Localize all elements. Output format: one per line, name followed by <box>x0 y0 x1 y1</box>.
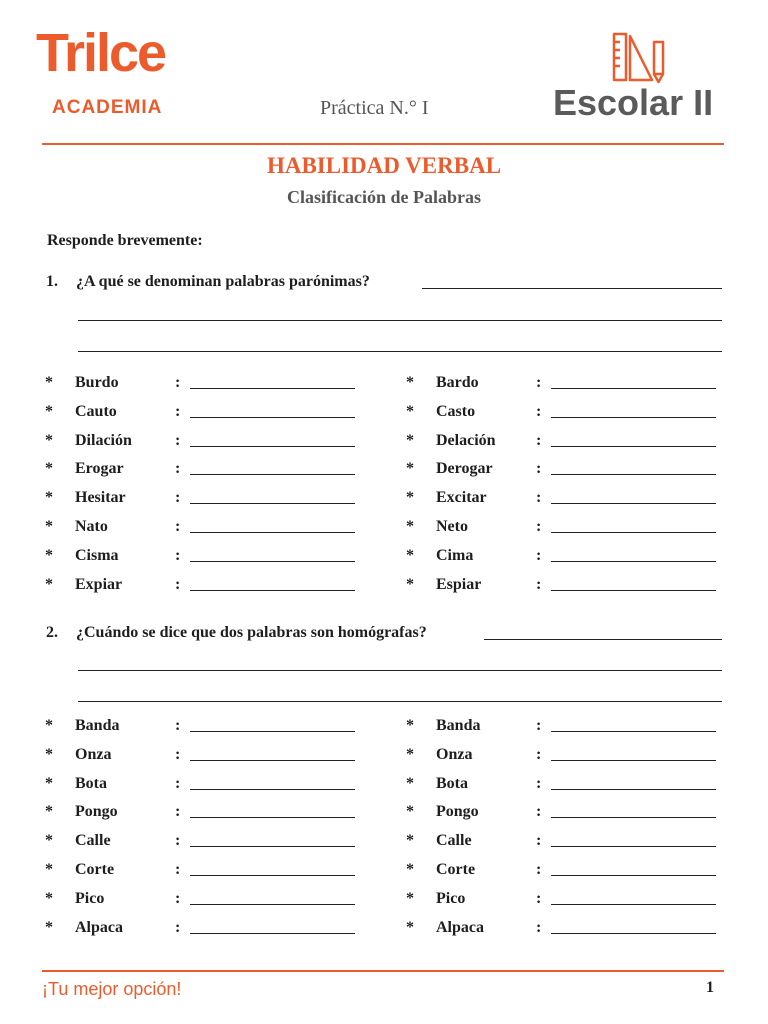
separator: : <box>175 803 181 821</box>
word-label: Erogar <box>75 460 124 478</box>
word-label: Dilación <box>75 431 132 449</box>
asterisk-marker: * <box>406 745 414 763</box>
meaning-blank[interactable] <box>551 846 716 847</box>
asterisk-marker: * <box>45 861 53 878</box>
meaning-blank[interactable] <box>190 417 355 418</box>
word-row <box>406 860 726 880</box>
separator: : <box>175 575 181 593</box>
asterisk-marker: * <box>45 803 53 821</box>
word-row <box>406 774 726 794</box>
separator: : <box>175 918 181 936</box>
word-label: Corte <box>75 861 115 878</box>
asterisk-marker: * <box>406 774 414 792</box>
instruction-text: Responde brevemente: <box>47 232 203 249</box>
meaning-blank[interactable] <box>190 760 355 761</box>
word-label: Bota <box>436 774 468 792</box>
meaning-blank[interactable] <box>190 561 355 562</box>
asterisk-marker: * <box>45 460 53 478</box>
word-label: Bardo <box>436 374 479 391</box>
footer-divider <box>42 970 724 972</box>
word-row <box>406 488 726 508</box>
word-row <box>406 546 726 566</box>
separator: : <box>536 518 542 535</box>
word-row <box>406 745 726 765</box>
separator: : <box>175 374 181 391</box>
practice-number: Práctica N.° I <box>320 97 429 119</box>
meaning-blank[interactable] <box>190 731 355 732</box>
word-label: Nato <box>75 518 108 535</box>
footer-slogan: ¡Tu mejor opción! <box>42 979 182 999</box>
meaning-blank[interactable] <box>551 532 716 533</box>
meaning-blank[interactable] <box>190 933 355 934</box>
separator: : <box>536 717 542 734</box>
header-divider <box>42 143 724 145</box>
meaning-blank[interactable] <box>190 846 355 847</box>
meaning-blank[interactable] <box>551 503 716 504</box>
word-row <box>406 517 726 537</box>
word-row <box>45 745 365 765</box>
word-label: Hesitar <box>75 489 126 507</box>
word-row <box>406 431 726 451</box>
word-label: Onza <box>75 745 112 763</box>
meaning-blank[interactable] <box>190 590 355 591</box>
answer-line[interactable] <box>78 320 722 321</box>
word-label: Calle <box>436 832 472 850</box>
asterisk-marker: * <box>45 918 53 936</box>
word-row <box>45 488 365 508</box>
separator: : <box>536 431 542 449</box>
meaning-blank[interactable] <box>190 503 355 504</box>
word-label: Cisma <box>75 546 119 564</box>
word-label: Bota <box>75 774 107 792</box>
asterisk-marker: * <box>406 803 414 821</box>
word-label: Alpaca <box>75 918 123 936</box>
separator: : <box>175 402 181 420</box>
separator: : <box>175 717 181 734</box>
separator: : <box>536 402 542 420</box>
asterisk-marker: * <box>406 575 414 593</box>
meaning-blank[interactable] <box>551 904 716 905</box>
asterisk-marker: * <box>45 745 53 763</box>
answer-line[interactable] <box>78 670 722 671</box>
asterisk-marker: * <box>406 889 414 907</box>
word-row <box>406 918 726 938</box>
word-row <box>406 459 726 479</box>
asterisk-marker: * <box>406 518 414 535</box>
separator: : <box>175 431 181 449</box>
separator: : <box>536 774 542 792</box>
word-row <box>45 802 365 822</box>
word-row <box>406 402 726 422</box>
asterisk-marker: * <box>45 774 53 792</box>
word-label: Cima <box>436 546 474 564</box>
word-row <box>45 402 365 422</box>
answer-line[interactable] <box>78 701 722 702</box>
separator: : <box>175 889 181 907</box>
question-text: ¿A qué se denominan palabras parónimas? <box>76 273 370 290</box>
separator: : <box>175 861 181 878</box>
page-title: HABILIDAD VERBAL <box>266 153 502 178</box>
word-row <box>45 575 365 595</box>
meaning-blank[interactable] <box>190 904 355 905</box>
word-row <box>45 774 365 794</box>
separator: : <box>536 489 542 507</box>
meaning-blank[interactable] <box>551 561 716 562</box>
word-label: Cauto <box>75 402 117 420</box>
separator: : <box>175 460 181 478</box>
meaning-blank[interactable] <box>551 789 716 790</box>
meaning-blank[interactable] <box>551 760 716 761</box>
meaning-blank[interactable] <box>551 474 716 475</box>
word-label: Alpaca <box>436 918 484 936</box>
word-row <box>45 860 365 880</box>
word-label: Espiar <box>436 575 482 593</box>
word-row <box>45 373 365 393</box>
word-row <box>45 546 365 566</box>
separator: : <box>536 861 542 878</box>
meaning-blank[interactable] <box>551 446 716 447</box>
brand-logo: Trilce <box>36 23 166 83</box>
level-title: Escolar II <box>553 82 714 123</box>
asterisk-marker: * <box>45 374 53 391</box>
word-label: Onza <box>436 745 473 763</box>
meaning-blank[interactable] <box>551 933 716 934</box>
asterisk-marker: * <box>45 489 53 507</box>
asterisk-marker: * <box>45 518 53 535</box>
word-label: Derogar <box>436 460 493 478</box>
word-label: Pongo <box>436 803 479 821</box>
word-row <box>45 716 365 736</box>
brand-subtitle: ACADEMIA <box>52 97 163 118</box>
separator: : <box>175 745 181 763</box>
answer-line[interactable] <box>484 639 722 640</box>
separator: : <box>536 832 542 850</box>
asterisk-marker: * <box>406 717 414 734</box>
word-label: Pongo <box>75 803 118 821</box>
separator: : <box>536 803 542 821</box>
separator: : <box>175 518 181 535</box>
word-row <box>406 889 726 909</box>
answer-line[interactable] <box>422 288 722 289</box>
meaning-blank[interactable] <box>190 474 355 475</box>
separator: : <box>536 460 542 478</box>
word-row <box>45 459 365 479</box>
word-row <box>45 889 365 909</box>
word-label: Burdo <box>75 374 119 391</box>
word-label: Calle <box>75 832 111 850</box>
asterisk-marker: * <box>45 546 53 564</box>
word-label: Expiar <box>75 575 123 593</box>
separator: : <box>175 832 181 850</box>
word-label: Delación <box>436 431 496 449</box>
page-number: 1 <box>706 979 714 996</box>
word-label: Pico <box>436 889 466 907</box>
asterisk-marker: * <box>406 861 414 878</box>
question-number: 2. <box>46 624 58 641</box>
page-subtitle: Clasificación de Palabras <box>287 187 481 207</box>
asterisk-marker: * <box>45 431 53 449</box>
meaning-blank[interactable] <box>190 789 355 790</box>
word-label: Casto <box>436 402 476 420</box>
asterisk-marker: * <box>45 889 53 907</box>
separator: : <box>536 546 542 564</box>
word-label: Excitar <box>436 489 487 507</box>
meaning-blank[interactable] <box>551 590 716 591</box>
meaning-blank[interactable] <box>551 388 716 389</box>
separator: : <box>536 918 542 936</box>
meaning-blank[interactable] <box>551 731 716 732</box>
meaning-blank[interactable] <box>551 417 716 418</box>
word-label: Neto <box>436 518 468 535</box>
word-row <box>45 517 365 537</box>
separator: : <box>536 374 542 391</box>
asterisk-marker: * <box>406 918 414 936</box>
word-label: Corte <box>436 861 476 878</box>
separator: : <box>175 774 181 792</box>
asterisk-marker: * <box>45 717 53 734</box>
asterisk-marker: * <box>406 402 414 420</box>
question-text: ¿Cuándo se dice que dos palabras son homógrafas? <box>76 624 427 641</box>
word-label: Banda <box>75 717 120 734</box>
word-row <box>406 575 726 595</box>
meaning-blank[interactable] <box>551 817 716 818</box>
meaning-blank[interactable] <box>551 875 716 876</box>
meaning-blank[interactable] <box>190 875 355 876</box>
asterisk-marker: * <box>406 489 414 507</box>
meaning-blank[interactable] <box>190 532 355 533</box>
separator: : <box>175 546 181 564</box>
meaning-blank[interactable] <box>190 817 355 818</box>
ruler-pencil-icon <box>612 32 666 84</box>
question-number: 1. <box>46 273 58 290</box>
separator: : <box>536 745 542 763</box>
separator: : <box>175 489 181 507</box>
word-row <box>45 431 365 451</box>
separator: : <box>536 575 542 593</box>
asterisk-marker: * <box>45 575 53 593</box>
asterisk-marker: * <box>406 460 414 478</box>
asterisk-marker: * <box>406 832 414 850</box>
word-row <box>45 918 365 938</box>
meaning-blank[interactable] <box>190 446 355 447</box>
word-row <box>406 373 726 393</box>
separator: : <box>536 889 542 907</box>
word-label: Banda <box>436 717 481 734</box>
asterisk-marker: * <box>406 546 414 564</box>
asterisk-marker: * <box>406 431 414 449</box>
word-row <box>406 716 726 736</box>
asterisk-marker: * <box>45 402 53 420</box>
word-row <box>406 802 726 822</box>
meaning-blank[interactable] <box>190 388 355 389</box>
answer-line[interactable] <box>78 351 722 352</box>
asterisk-marker: * <box>45 832 53 850</box>
asterisk-marker: * <box>406 374 414 391</box>
word-row <box>406 831 726 851</box>
word-label: Pico <box>75 889 105 907</box>
word-row <box>45 831 365 851</box>
